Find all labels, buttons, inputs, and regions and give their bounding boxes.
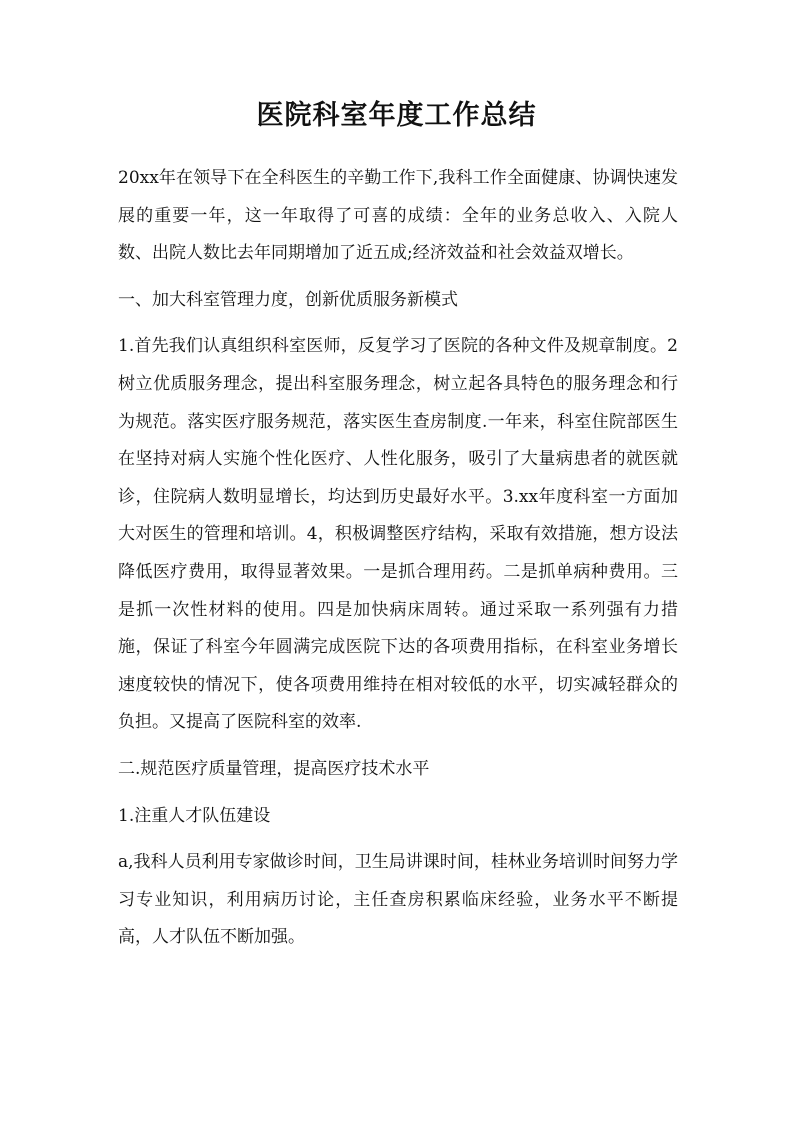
section-1-paragraph: 1.首先我们认真组织科室医师，反复学习了医院的各种文件及规章制度。2树立优质服务理念，提出科室服务理念，树立起各具特色的服务理念和行为规范。落实医疗服务规范，落实医生查房制度.一年来，科室住院部医生在坚持对病人实施个性化医疗、人性化服务，吸引了大量病患者的就医就诊，住院病人数明显增长，均达到历史最好水平。3.xx年度科室一方面加大对医生的管理和培训。4，积极调整医疗结构，采取有效措施，想方设法降低医疗费用，取得显著效果。一是抓合理用药。二是抓单病种费用。三是抓一次性材料的使用。四是加快病床周转。通过采取一系列强有力措施，保证了科室今年圆满完成医院下达的各项费用指标，在科室业务增长速度较快的情况下，使各项费用维持在相对较低的水平，切实减轻群众的负担。又提高了医院科室的效率. — [118, 336, 678, 733]
subsection-paragraph: a,我科人员利用专家做诊时间，卫生局讲课时间，桂林业务培训时间努力学习专业知识，利用病历讨论，主任查房积累临床经验，业务水平不断提高，人才队伍不断加强。 — [118, 852, 678, 948]
section-heading-2: 二.规范医疗质量管理，提高医疗技术水平 — [118, 758, 430, 779]
intro-paragraph: 20xx年在领导下在全科医生的辛勤工作下,我科工作全面健康、协调快速发展的重要一年，这一年取得了可喜的成绩：全年的业务总收入、入院人数、出院人数比去年同期增加了近五成;经济效益和社会效益双增长。 — [118, 168, 678, 264]
document-body — [118, 160, 678, 966]
document-title: 医院科室年度工作总结 — [256, 100, 537, 131]
subsection-heading: 1.注重人才队伍建设 — [118, 805, 271, 826]
section-heading-1: 一、加大科室管理力度，创新优质服务新模式 — [118, 289, 458, 310]
